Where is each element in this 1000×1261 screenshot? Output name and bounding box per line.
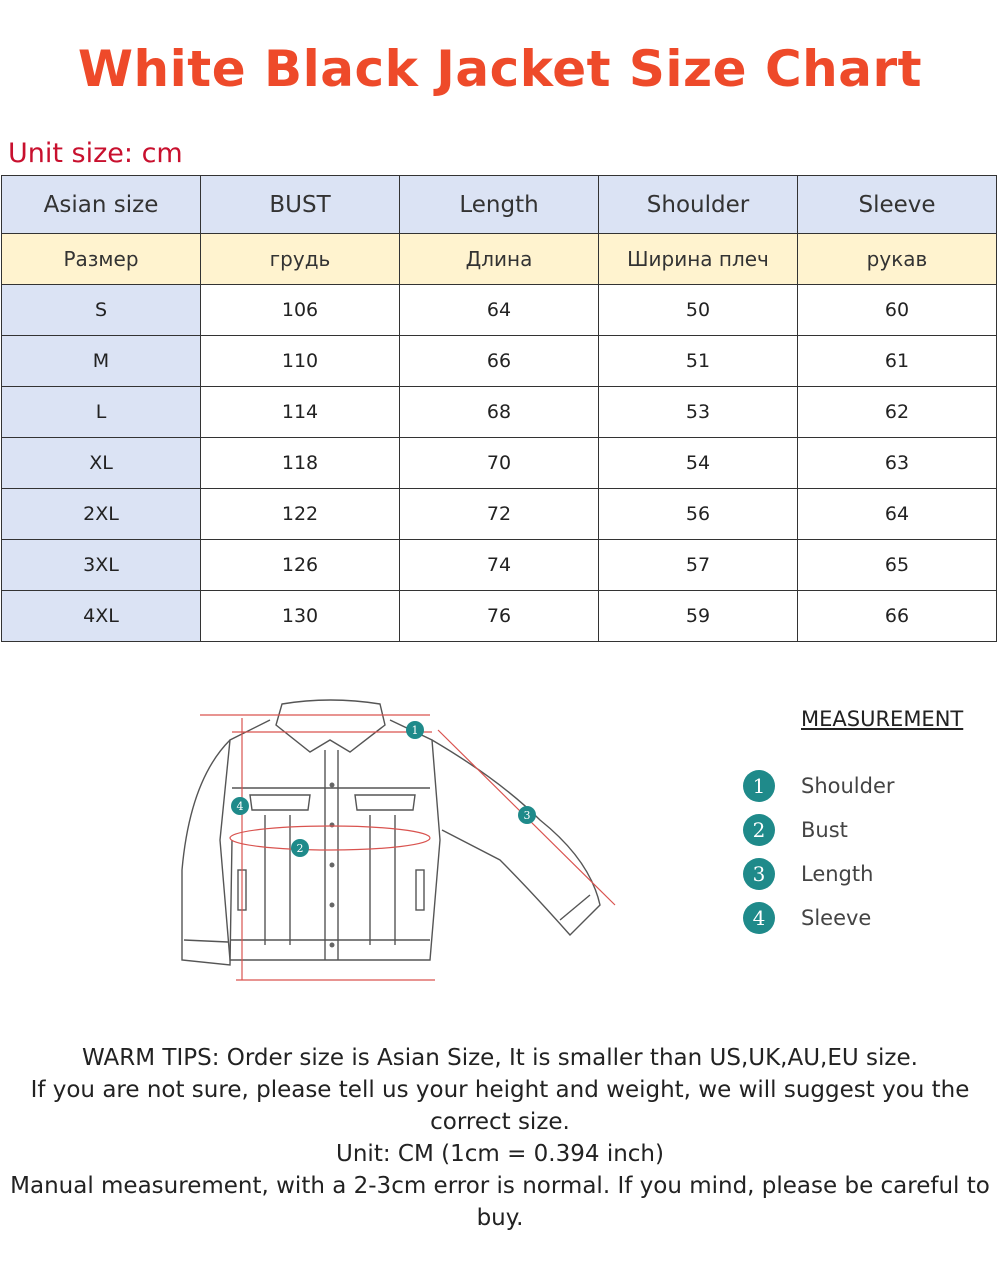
table-row — [2, 591, 997, 642]
value-cell: 50 — [599, 285, 798, 336]
value-cell: 74 — [400, 540, 599, 591]
size-cell: S — [2, 285, 201, 336]
size-cell: M — [2, 336, 201, 387]
value-cell: 114 — [201, 387, 400, 438]
value-cell: 66 — [798, 591, 997, 642]
tip-line: If you are not sure, please tell us your height and weight, we will suggest you the correct size. — [30, 1077, 970, 1135]
unit-label: Unit size: cm — [8, 138, 183, 169]
jacket-right-sleeve — [432, 740, 600, 935]
measurement-label: Bust — [801, 818, 848, 842]
value-cell: 76 — [400, 591, 599, 642]
diagram-marker-label: 3 — [523, 809, 531, 822]
value-cell: 57 — [599, 540, 798, 591]
size-cell: L — [2, 387, 201, 438]
page-title: White Black Jacket Size Chart — [77, 40, 923, 98]
value-cell: 62 — [798, 387, 997, 438]
jacket-diagram — [170, 690, 640, 990]
header-cell: Sleeve — [798, 176, 997, 234]
value-cell: 51 — [599, 336, 798, 387]
header-row — [2, 176, 997, 234]
header-cell-ru: Размер — [2, 234, 201, 285]
header-cell: Length — [400, 176, 599, 234]
jacket-left-sleeve — [182, 740, 232, 965]
header-cell: Shoulder — [599, 176, 798, 234]
value-cell: 64 — [400, 285, 599, 336]
tip-line: Manual measurement, with a 2-3cm error is normal. If you mind, please be careful to buy. — [10, 1173, 990, 1231]
size-cell: 2XL — [2, 489, 201, 540]
number-badge: 3 — [743, 858, 775, 890]
measurement-item-shoulder — [743, 770, 895, 802]
header-cell: BUST — [201, 176, 400, 234]
header-cell-ru: Ширина плеч — [599, 234, 798, 285]
size-table — [1, 175, 997, 642]
bust-line — [230, 826, 430, 850]
measurement-title: MEASUREMENT — [801, 707, 964, 731]
value-cell: 53 — [599, 387, 798, 438]
table-row — [2, 387, 997, 438]
value-cell: 72 — [400, 489, 599, 540]
measurement-label: Sleeve — [801, 906, 872, 930]
value-cell: 68 — [400, 387, 599, 438]
header-row-russian — [2, 234, 997, 285]
value-cell: 63 — [798, 438, 997, 489]
value-cell: 61 — [798, 336, 997, 387]
value-cell: 59 — [599, 591, 798, 642]
table-row — [2, 540, 997, 591]
size-cell: XL — [2, 438, 201, 489]
diagram-marker-label: 2 — [296, 842, 304, 855]
diagram-marker-label: 1 — [411, 724, 419, 737]
value-cell: 56 — [599, 489, 798, 540]
jacket-body — [220, 720, 440, 960]
header-cell-ru: рукав — [798, 234, 997, 285]
jacket-left-pocket — [250, 795, 310, 810]
value-cell: 130 — [201, 591, 400, 642]
size-cell: 3XL — [2, 540, 201, 591]
measurement-item-length — [743, 858, 873, 890]
jacket-right-pocket — [355, 795, 415, 810]
measurement-item-bust — [743, 814, 848, 846]
table-row — [2, 285, 997, 336]
jacket-collar — [276, 700, 385, 752]
measurement-item-sleeve — [743, 902, 871, 934]
number-badge: 1 — [743, 770, 775, 802]
table-row — [2, 438, 997, 489]
value-cell: 60 — [798, 285, 997, 336]
value-cell: 126 — [201, 540, 400, 591]
header-cell-ru: Длина — [400, 234, 599, 285]
table-row — [2, 489, 997, 540]
measurement-label: Shoulder — [801, 774, 895, 798]
value-cell: 122 — [201, 489, 400, 540]
number-badge: 2 — [743, 814, 775, 846]
table-row — [2, 336, 997, 387]
value-cell: 70 — [400, 438, 599, 489]
value-cell: 66 — [400, 336, 599, 387]
measurement-label: Length — [801, 862, 874, 886]
tip-line: WARM TIPS: Order size is Asian Size, It is smaller than US,UK,AU,EU size. — [82, 1045, 918, 1071]
header-cell: Asian size — [2, 176, 201, 234]
value-cell: 65 — [798, 540, 997, 591]
header-cell-ru: грудь — [201, 234, 400, 285]
value-cell: 106 — [201, 285, 400, 336]
warm-tips — [0, 1042, 1000, 1234]
number-badge: 4 — [743, 902, 775, 934]
size-cell: 4XL — [2, 591, 201, 642]
diagram-marker-label: 4 — [236, 800, 244, 813]
value-cell: 110 — [201, 336, 400, 387]
value-cell: 118 — [201, 438, 400, 489]
tip-line: Unit: CM (1cm = 0.394 inch) — [336, 1141, 664, 1167]
value-cell: 64 — [798, 489, 997, 540]
value-cell: 54 — [599, 438, 798, 489]
